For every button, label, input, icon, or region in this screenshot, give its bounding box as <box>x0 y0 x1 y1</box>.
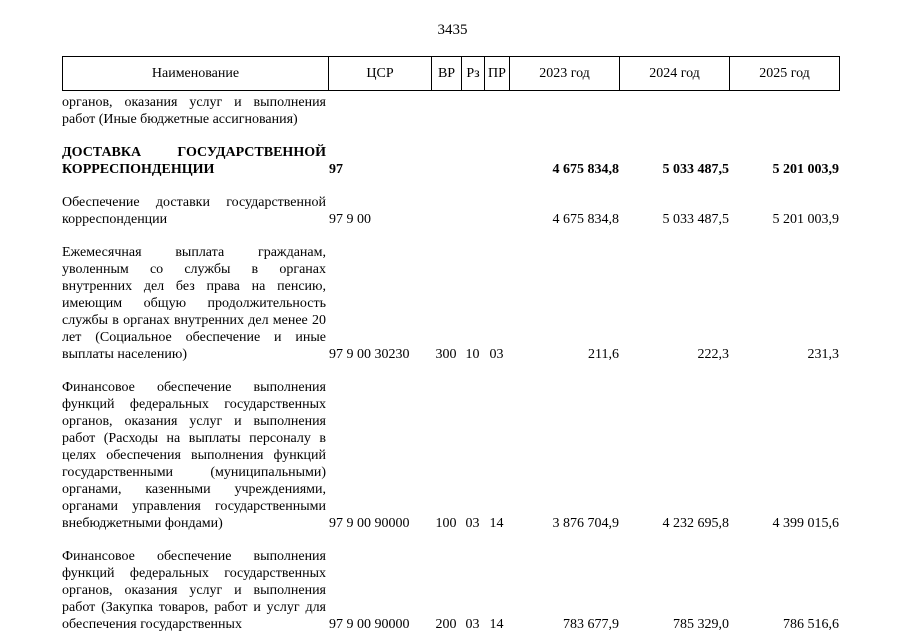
row-pr <box>484 194 509 244</box>
row-vr <box>431 144 461 194</box>
row-2023: 211,6 <box>588 347 619 362</box>
row-pr <box>484 94 509 144</box>
row-2023: 4 675 834,8 <box>552 162 619 177</box>
row-csr: 97 9 00 90000 <box>329 516 410 531</box>
row-name: Финансовое обеспечение выполнения функций федеральных государственных органов, оказания услуг и выполнения работ (Закупка товаров, работ и услуг для обеспечения государственных <box>62 549 326 632</box>
row-2023: 4 675 834,8 <box>552 212 619 227</box>
header-rz: Рз <box>462 57 485 91</box>
header-pr: ПР <box>485 57 510 91</box>
row-vr <box>431 94 461 144</box>
header-csr: ЦСР <box>329 57 432 91</box>
page-number: 3435 <box>437 22 468 38</box>
row-vr: 300 <box>435 347 457 362</box>
header-name: Наименование <box>63 57 329 91</box>
row-name: Обеспечение доставки государственной корреспонденции <box>62 195 326 227</box>
row-pr <box>484 144 509 194</box>
row-2025 <box>729 94 839 144</box>
row-pr: 14 <box>489 617 504 632</box>
row-2024: 5 033 487,5 <box>662 162 729 177</box>
table-row <box>62 144 839 194</box>
row-csr: 97 9 00 30230 <box>329 347 410 362</box>
row-2023: 783 677,9 <box>563 617 619 632</box>
row-2025: 231,3 <box>807 347 839 362</box>
row-2024: 4 232 695,8 <box>662 516 729 531</box>
row-csr <box>328 94 431 144</box>
row-rz: 10 <box>465 347 480 362</box>
row-2023 <box>509 94 619 144</box>
row-name: Финансовое обеспечение выполнения функций федеральных государственных органов, оказания услуг и выполнения работ (Расходы на выплаты персоналу в целях обеспечения выполнения функций государственными (муниципальными) органами, казенными учреждениями, органами управления государственными внебюджетными фондами) <box>62 380 326 531</box>
row-csr: 97 9 00 90000 <box>329 617 410 632</box>
table-row <box>62 548 839 633</box>
table-row <box>62 379 839 548</box>
row-vr <box>431 194 461 244</box>
table-row <box>62 194 839 244</box>
header-2023: 2023 год <box>510 57 620 91</box>
header-2025: 2025 год <box>730 57 840 91</box>
row-rz: 03 <box>465 617 480 632</box>
row-2024 <box>619 94 729 144</box>
row-2025: 5 201 003,9 <box>772 162 839 177</box>
table-row <box>62 244 839 379</box>
row-rz <box>461 94 484 144</box>
budget-table <box>62 94 839 633</box>
table-row <box>62 94 839 144</box>
header-vr: ВР <box>432 57 462 91</box>
row-csr: 97 9 00 <box>329 212 371 227</box>
row-2024: 785 329,0 <box>673 617 729 632</box>
row-2024: 222,3 <box>697 347 729 362</box>
row-rz: 03 <box>465 516 480 531</box>
table-header <box>62 56 840 91</box>
row-csr: 97 <box>329 162 343 177</box>
row-2025: 5 201 003,9 <box>772 212 839 227</box>
row-vr: 200 <box>435 617 457 632</box>
row-rz <box>461 144 484 194</box>
row-vr: 100 <box>435 516 457 531</box>
row-name: органов, оказания услуг и выполнения работ (Иные бюджетные ассигнования) <box>62 95 326 127</box>
row-rz <box>461 194 484 244</box>
row-name: ДОСТАВКА ГОСУДАРСТВЕННОЙ КОРРЕСПОНДЕНЦИИ <box>62 145 326 177</box>
header-2024: 2024 год <box>620 57 730 91</box>
row-2025: 4 399 015,6 <box>772 516 839 531</box>
row-name: Ежемесячная выплата гражданам, уволенным со службы в органах внутренних дел без права на пенсию, имеющим общую продолжительность службы в органах внутренних дел менее 20 лет (Социальное обеспечение и иные выплаты населению) <box>62 245 326 362</box>
row-2023: 3 876 704,9 <box>552 516 619 531</box>
row-2025: 786 516,6 <box>783 617 839 632</box>
row-pr: 03 <box>489 347 504 362</box>
row-pr: 14 <box>489 516 504 531</box>
row-2024: 5 033 487,5 <box>662 212 729 227</box>
